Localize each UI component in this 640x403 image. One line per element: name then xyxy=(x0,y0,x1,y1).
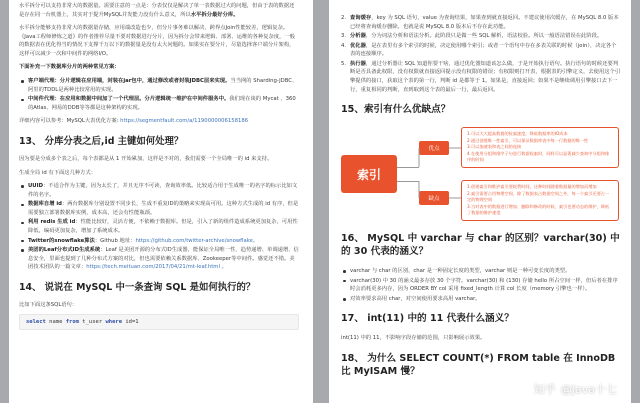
step-bold: 查询缓存 xyxy=(350,15,372,21)
method-bold: 数据库自增 id xyxy=(28,201,62,208)
pros-line: 3.可以加速表和表之间的连接 xyxy=(467,144,522,150)
q14-paragraph: 比如下面这条SQL语句： xyxy=(19,301,78,308)
watermark-handle: @Java十七 xyxy=(560,383,617,396)
list-item xyxy=(19,218,299,235)
code-keyword: where xyxy=(105,319,123,326)
step-number: 3. xyxy=(341,33,347,40)
heading-q16: 16、 MySQL 中 varchar 与 char 的区别？varchar(30) 中的 30 代表的涵义？ xyxy=(341,233,620,258)
list-item xyxy=(341,14,621,31)
method-bold: 利用 redis 生成 id xyxy=(28,219,76,226)
pros-line: 4.在使用分组和排序子句进行数据检索时，同样可以显著减少查询中分组和排序的时间 xyxy=(467,150,610,163)
code-text: name xyxy=(45,319,66,326)
execution-steps-list xyxy=(341,14,621,94)
cons-node: 缺点 xyxy=(419,191,449,205)
intro-text: 水平拆分可以支持非常大的数据量。需要注意的一点是：分表仅仅是解决了单一表数据过大的问题，但由于表的数据还是存在同一台机器上，其实对于提升MySQL并发能力没有什么意义，所以 xyxy=(19,3,295,18)
right-page xyxy=(329,0,631,403)
q13-paragraph-1: 因为要是分成多个表之后，每个表都是从 1 开始累加，这样是不对的，我们需要一个全局唯一的 id 来支持。 xyxy=(19,155,273,162)
method-bold: 美团的Leaf分布式ID生成系统 xyxy=(28,247,101,254)
method-text: ：两台数据库分别设置不同步长，生成不重复ID的策略来实现高可用。这种方式生成的 id 有序，但是需要独立部署数据库实例，成本高，还会有性能瓶颈。 xyxy=(28,201,299,216)
reference-label: 详细内容可以参考：MySQL大表优化方案: xyxy=(19,118,121,125)
varchar-char-list xyxy=(341,267,621,303)
code-text: t_user xyxy=(79,319,106,326)
step-number: 4. xyxy=(341,42,347,49)
reference-line xyxy=(19,117,299,126)
list-item xyxy=(19,237,299,246)
cons-box xyxy=(461,180,619,221)
code-text: id=1 xyxy=(122,319,139,326)
list-item: 对效率要求高用 char，对空间使用要求高用 varchar。 xyxy=(341,295,621,304)
method-text: ：不适合作为主键，因为太长了，并且无序不可读，查询效率低。比较适合用于生成唯一的名字的标示比如文件的名字。 xyxy=(28,183,298,198)
heading-q13: 13、 分库分表之后,id 主键如何处理？ xyxy=(19,135,184,147)
cons-line: 1.创建索引和维护索引要耗费时间，这种时间随着数据量的增加而增加 xyxy=(467,184,597,190)
scheme-bold: 客户端代理：分片逻辑在应用端，封装在jar包中，通过修改或者封装JDBC层来实现。 xyxy=(28,78,231,85)
left-page xyxy=(9,0,313,403)
intro-paragraph xyxy=(19,2,299,19)
step-bold: 优化器 xyxy=(350,42,366,49)
snowflake-link[interactable]: https://github.com/twitter-archive/snowflake。 xyxy=(135,237,259,244)
schemes-title-text: 下面补充一下数据库分片的两种常见方案： xyxy=(19,64,120,71)
pros-node: 优点 xyxy=(419,141,449,155)
zhihu-watermark xyxy=(534,381,617,397)
list-item: varchar 与 char 的区别，char 是一种固定长度的类型，varchar 则是一种可变长度的类型。 xyxy=(341,267,621,276)
code-block xyxy=(19,314,299,330)
q17-paragraph: int(11) 中的 11，不影响字段存储的范围，只影响展示效果。 xyxy=(341,335,486,342)
method-bold: Twitter的snowflake算法 xyxy=(28,237,95,244)
step-bold: 执行器 xyxy=(350,60,366,67)
method-text: ：性能比较好，灵活方便，不依赖于数据库。但是，引入了新的组件造成系统更加复杂，可用性降低，编码更加复杂，增加了系统成本。 xyxy=(28,219,298,234)
reference-link[interactable]: https://segmentfault.com/a/1190000006158186 xyxy=(120,118,249,125)
list-item xyxy=(19,77,299,94)
method-text: ：Leaf 是美团开源的分布式ID生成器，能保证全局唯一性、趋势递增、单调递增、信息安全，里面也提到了几种分布式方案的对比，但也需要依赖关系数据库、Zookeeper等中间件。感觉还不错。美团技术团队的一篇文章： xyxy=(28,247,299,271)
schemes-list xyxy=(19,77,299,112)
list-item xyxy=(19,182,299,199)
heading-q15: 15、索引有什么优缺点？ xyxy=(341,104,451,116)
step-text: ，通过分析器让 SQL 知道你要干啥，通过优化器知道该怎么做，于是开始执行语句。执行语句的时候还要判断是否具备此权限，没有权限就直接返回提示没有权限的错误；有权限则打开表，根据表的引擎定义，去使用这个引擎提供的接口，获取这个表的第一行，判断 id 是都等于 1。如果是，直接返回；如果不是继续调用引擎接口去下一行，重复相同的判断，直到取到这个表的最后一行，最后返回。 xyxy=(350,60,621,93)
list-item xyxy=(19,200,299,217)
pros-line: 1.可以大大提高数据的检索速度，降低数据库的IO成本 xyxy=(467,131,568,137)
step-bold: 分析器 xyxy=(350,33,366,40)
step-text: ，分为词法分析和语法分析。此阶段只是做一些 SQL 解析，语法校验。所以一般语法错误在此阶段。 xyxy=(365,33,603,40)
scheme-bold: 中间件代理：在应用和数据中间加了一个代理层。分片逻辑统一维护在中间件服务中。 xyxy=(28,96,230,103)
list-item xyxy=(341,42,621,59)
method-text: ：Github 地址： xyxy=(94,237,136,244)
step-text: ，是在表里有多个索引的时候，决定使用哪个索引；或者一个语句中存在多表关联的时候（join），决定各个表的连接顺序。 xyxy=(350,42,617,58)
cons-line: 2.索引需要占用物理空间，除了数据表占数据空间之外，每一个索引还要占一定的物理空间 xyxy=(467,190,610,203)
code-keyword: from xyxy=(65,319,79,326)
pros-line: 2.通过创建唯一性索引，可以保证数据库表中每一行数据的唯一性 xyxy=(467,137,589,143)
id-methods-list xyxy=(19,182,299,272)
pros-box xyxy=(461,127,619,168)
list-item: varchar(30) 中 30 的涵义最多存放 30 个字符。varchar(30) 和 (130) 存储 hello 所占空间一样，但后者在排序时会消耗更多内存，因为 ORDER BY col 采用 fixed_length 计算 col 长度（memory 引擎也一样）。 xyxy=(341,277,621,294)
list-item xyxy=(19,95,299,112)
scheme-text: 我们现在谈的 Mycat 、360的Atlas、网易的DDB等等都是这种架构的实现。 xyxy=(28,96,296,111)
watermark-site: 知乎 xyxy=(533,383,556,396)
q13-paragraph-2: 生成全局 id 有下面这几种方式： xyxy=(19,169,97,176)
list-item xyxy=(341,60,621,94)
list-item xyxy=(341,32,621,41)
step-number: 2. xyxy=(341,15,347,21)
code-keyword: select xyxy=(26,319,46,326)
step-number: 5. xyxy=(341,60,347,67)
scheme-text: 当当网的 Sharding-JDBC、阿里的TDDL是两种比较常用的实现。 xyxy=(28,78,298,93)
intro-bold: 水平拆分最好分库。 xyxy=(190,11,239,18)
step-text: ，key 为 SQL 语句，value 为查询结果，如果查到就直接返回。不建议使用次缓存，在 MySQL 8.0 版本已经将查询缓存删除，也就是说 MySQL 8.0 版本后不存在此功能。 xyxy=(350,15,619,30)
diagram-center-node: 索引 xyxy=(341,155,397,193)
heading-q17: 17、 int(11) 中的 11 代表什么涵义？ xyxy=(341,313,514,325)
method-bold: UUID xyxy=(28,183,43,190)
list-item xyxy=(19,246,299,272)
schemes-title xyxy=(19,63,299,72)
heading-q14: 14、 说说在 MySQL 中一条查询 SQL 是如何执行的？ xyxy=(19,281,256,293)
index-pros-cons-diagram xyxy=(341,125,619,223)
meituan-leaf-link[interactable]: https://tech.meituan.com/2017/04/21/mt-leaf.html 。 xyxy=(86,264,227,271)
heading-q18: 18、 为什么 SELECT COUNT(*) FROM table 在 InnoDB 比 MyISAM 慢？ xyxy=(341,352,616,377)
horizontal-split-paragraph: 水平拆分能够支持非常大的数据量存储，应用端改造也少，但分片事务难以解决，跨界点Join性能较差，逻辑复杂。《Java工程师修炼之道》的作者推荐尽量不要对数据进行分片，因为拆分会带来逻辑、部署、运维的各种复杂度，一般的数据表在优化得当的情况下支撑千万以下的数据量是没有太大问题的。如果实在要分片，尽量选择客户端分片架构，这样可以减少一次和中间件的网络I/O。 xyxy=(19,25,296,57)
cons-line: 3.当对表中的数据进行增加、删除和修改的时候，索引也要动态的维护，降低了数据的维护速度 xyxy=(467,203,610,216)
